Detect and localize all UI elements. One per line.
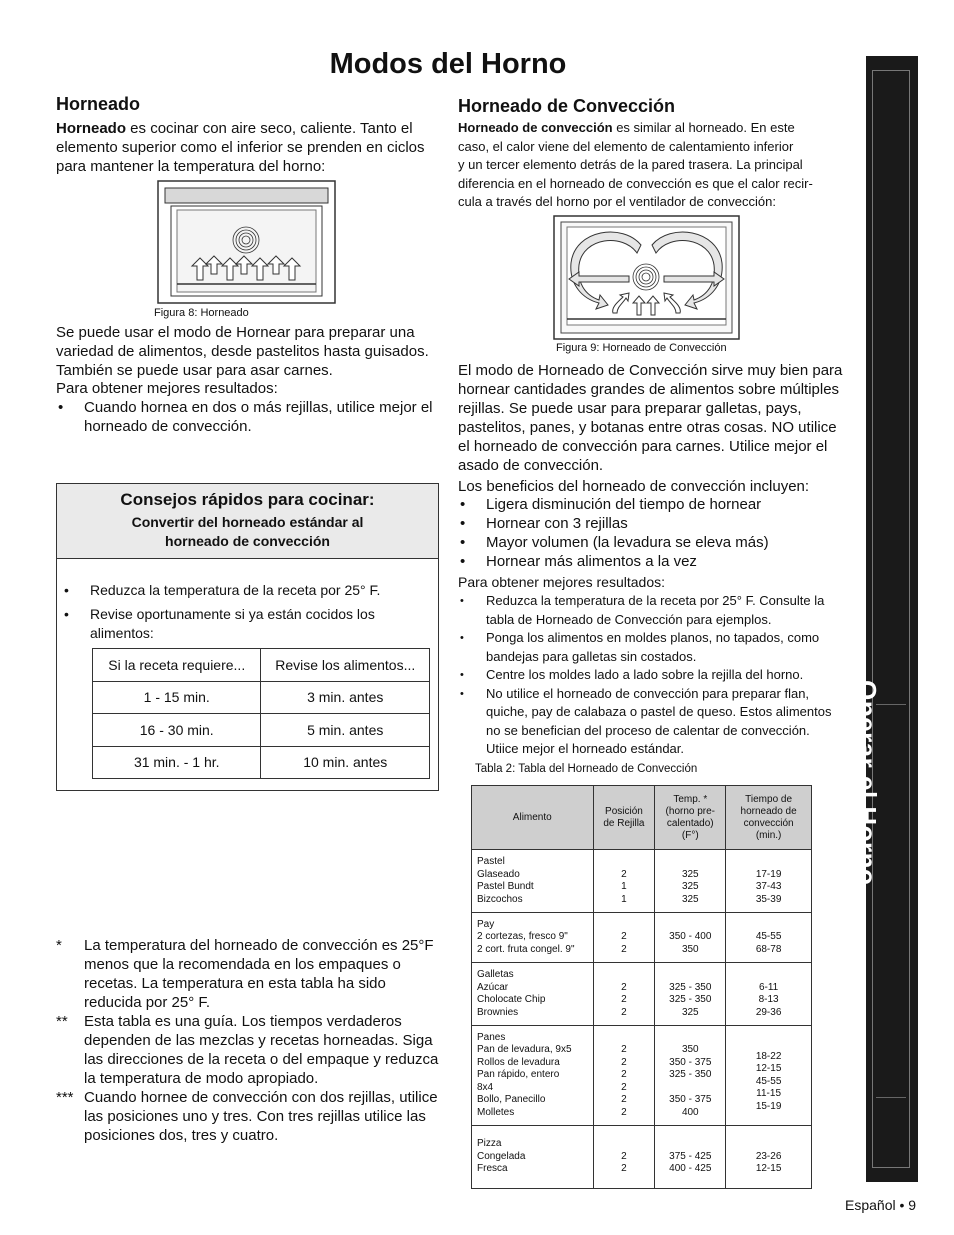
page-title: Modos del Horno <box>329 48 567 80</box>
list-item: • Centre los moldes lado a lado sobre la rejilla del horno. <box>458 666 843 685</box>
list-item: • Cuando hornea en dos o más rejillas, utilice mejor el horneado de convección. <box>56 398 436 436</box>
conveccion-intro <box>458 119 853 212</box>
benefits-title: Los beneficios del horneado de convección incluyen: <box>458 478 810 495</box>
horneado-paragraph: Se puede usar el modo de Hornear para preparar una variedad de alimentos, desde pastelitos hasta guisados. También se puede usar para asar carnes. <box>56 324 429 379</box>
list-item: • No utilice el horneado de convección para preparar flan, quiche, pay de calabaza o pastel de queso. Estos alimentos no se benefician del proceso de calentar de convección. Utiice mejor el horneado estándar. <box>458 685 843 759</box>
list-item: • Hornear más alimentos a la vez <box>458 552 848 571</box>
conveccion-intro-line: diferencia en el horneado de convección es que el calor recir- <box>458 175 813 191</box>
table-header-cell: Revise los alimentos... <box>261 649 430 682</box>
conveccion-intro-bold: Horneado de convección <box>458 120 613 135</box>
conveccion-intro-line: cula a través del horno por el ventilador de convección: <box>458 194 776 209</box>
table-cell: 10 min. antes <box>261 746 430 779</box>
footnote-mark: * <box>56 937 62 954</box>
conveccion-intro-line: es similar al horneado. En este <box>612 120 795 135</box>
table-cell: 2 1 1 <box>593 850 655 913</box>
table-header-row <box>472 786 812 850</box>
side-tab <box>852 56 918 1182</box>
list-item: • Mayor volumen (la levadura se eleva más) <box>458 533 848 552</box>
horneado-intro-text: es cocinar con aire seco, caliente. Tanto el elemento superior como el inferior se prenden en ciclos para mantener la temperatura del horno: <box>56 120 425 175</box>
convection-table <box>471 785 812 1189</box>
table-row <box>93 746 430 779</box>
horneado-bullets <box>56 398 436 436</box>
table-row <box>93 681 430 714</box>
side-tab-divider <box>876 1097 906 1098</box>
table-cell: 350 350 - 375 325 - 350 350 - 375 400 <box>655 1026 726 1126</box>
table-cell: 1 - 15 min. <box>93 681 261 714</box>
conveccion-intro-line: caso, el calor viene del elemento de calentamiento inferior <box>458 138 794 154</box>
quick-tips-subtitle-1: Convertir del horneado estándar al <box>131 514 364 530</box>
table-cell: 350 - 400 350 <box>655 913 726 963</box>
table-cell: 325 325 325 <box>655 850 726 913</box>
table-cell: 23-26 12-15 <box>726 1126 812 1189</box>
table-cell: 16 - 30 min. <box>93 714 261 747</box>
table-cell: 375 - 425 400 - 425 <box>655 1126 726 1189</box>
footnote <box>56 936 441 1012</box>
list-item: • Hornear con 3 rejillas <box>458 514 848 533</box>
table-cell: 2 2 2 2 2 2 <box>593 1026 655 1126</box>
list-item: • Reduzca la temperatura de la receta por 25° F. Consulte la tabla de Horneado de Convección para ejemplos. <box>458 592 843 629</box>
table-cell: Pizza Congelada Fresca <box>472 1126 594 1189</box>
footnotes <box>56 936 441 1145</box>
table-header-cell: Temp. * (horno pre- calentado) (F°) <box>655 786 726 850</box>
table-cell: 2 2 <box>593 913 655 963</box>
list-item: • Ponga los alimentos en moldes planos, no tapados, como bandejas para galletas sin costados. <box>458 629 843 666</box>
side-tab-label: Operar el Horno <box>852 680 882 886</box>
table-cell: 31 min. - 1 hr. <box>93 746 261 779</box>
quick-tips-title: Consejos rápidos para cocinar: <box>120 490 375 509</box>
footnote-text: Esta tabla es una guía. Los tiempos verdaderos dependen de las mezclas y recetas horneadas. Siga las direcciones de la receta o del empaque y reduzca la temperatura de modo apropiado. <box>84 1013 439 1087</box>
side-tab-frame <box>872 70 910 1168</box>
table-header-row <box>93 649 430 682</box>
table-header-cell: Alimento <box>472 786 594 850</box>
table-header-cell: Si la receta requiere... <box>93 649 261 682</box>
table-cell: 2 2 2 <box>593 963 655 1026</box>
figure-9-caption: Figura 9: Horneado de Convección <box>556 342 727 354</box>
table-2-caption: Tabla 2: Tabla del Horneado de Convección <box>475 763 698 775</box>
table-row <box>472 1026 812 1126</box>
table-row <box>472 963 812 1026</box>
conveccion-intro-line: y un tercer elemento detrás de la pared trasera. La principal <box>458 157 803 172</box>
horneado-intro-bold: Horneado <box>56 120 127 137</box>
table-cell: 6-11 8-13 29-36 <box>726 963 812 1026</box>
figure-bake-illustration <box>157 180 336 304</box>
table-cell: Panes Pan de levadura, 9x5 Rollos de levadura Pan rápido, entero 8x4 Bollo, Panecillo Molletes <box>472 1026 594 1126</box>
footnote-text: La temperatura del horneado de convección es 25°F menos que la recomendada en los empaques o recetas. La temperatura en esta tabla ha sido reducida por 25° F. <box>84 937 434 1011</box>
quick-tips-table <box>92 648 430 779</box>
page-number: Español • 9 <box>845 1197 917 1213</box>
table-cell: 2 2 <box>593 1126 655 1189</box>
section-heading-conveccion: Horneado de Convección <box>458 96 676 116</box>
table-cell: 18-22 12-15 45-55 11-15 15-19 <box>726 1026 812 1126</box>
table-header-cell: Tiempo de horneado de convección (min.) <box>726 786 812 850</box>
footnote-text: Cuando hornee de convección con dos rejillas, utilice las posiciones uno y tres. Con tres rejillas utilice las posiciones dos, tres y cuatro. <box>84 1089 438 1144</box>
figure-convection-illustration <box>553 215 740 340</box>
table-row <box>472 913 812 963</box>
table-cell: 45-55 68-78 <box>726 913 812 963</box>
conveccion-tips-list <box>458 592 843 759</box>
figure-8-caption: Figura 8: Horneado <box>154 307 249 319</box>
footnote-mark: *** <box>56 1089 74 1106</box>
list-item: • Reduzca la temperatura de la receta por 25° F. <box>62 581 422 600</box>
table-cell: 325 - 350 325 - 350 325 <box>655 963 726 1026</box>
conveccion-paragraph: El modo de Horneado de Convección sirve muy bien para hornear cantidades grandes de alimentos sobre múltiples rejillas. Se puede usar para preparar galletas, pays, pastelitos, panes, y botanas entre otras cosas. NO utilice el horneado de convección para carnes. Utilice mejor el asado de convección. <box>458 362 843 474</box>
section-heading-horneado: Horneado <box>56 94 141 114</box>
horneado-intro <box>56 119 446 176</box>
table-cell: 17-19 37-43 35-39 <box>726 850 812 913</box>
table-cell: Galletas Azúcar Cholocate Chip Brownies <box>472 963 594 1026</box>
quick-tips-header <box>57 484 438 559</box>
quick-tips-box <box>56 483 439 791</box>
list-item: • Revise oportunamente si ya están cocidos los alimentos: <box>62 605 422 643</box>
table-row <box>472 850 812 913</box>
footnote-mark: ** <box>56 1013 68 1030</box>
table-cell: 5 min. antes <box>261 714 430 747</box>
footnote <box>56 1012 441 1088</box>
table-row <box>93 714 430 747</box>
quick-tips-bullets <box>62 581 422 643</box>
table-cell: Pastel Glaseado Pastel Bundt Bizcochos <box>472 850 594 913</box>
footnote <box>56 1088 441 1145</box>
horneado-best-results: Para obtener mejores resultados: <box>56 380 278 397</box>
table-cell: Pay 2 cortezas, fresco 9" 2 cort. fruta congel. 9" <box>472 913 594 963</box>
table-cell: 3 min. antes <box>261 681 430 714</box>
conveccion-best-results: Para obtener mejores resultados: <box>458 574 665 590</box>
benefits-list <box>458 495 848 571</box>
table-row <box>472 1126 812 1189</box>
quick-tips-subtitle-2: horneado de convección <box>165 533 330 549</box>
list-item: • Ligera disminución del tiempo de hornear <box>458 495 848 514</box>
table-header-cell: Posición de Rejilla <box>593 786 655 850</box>
